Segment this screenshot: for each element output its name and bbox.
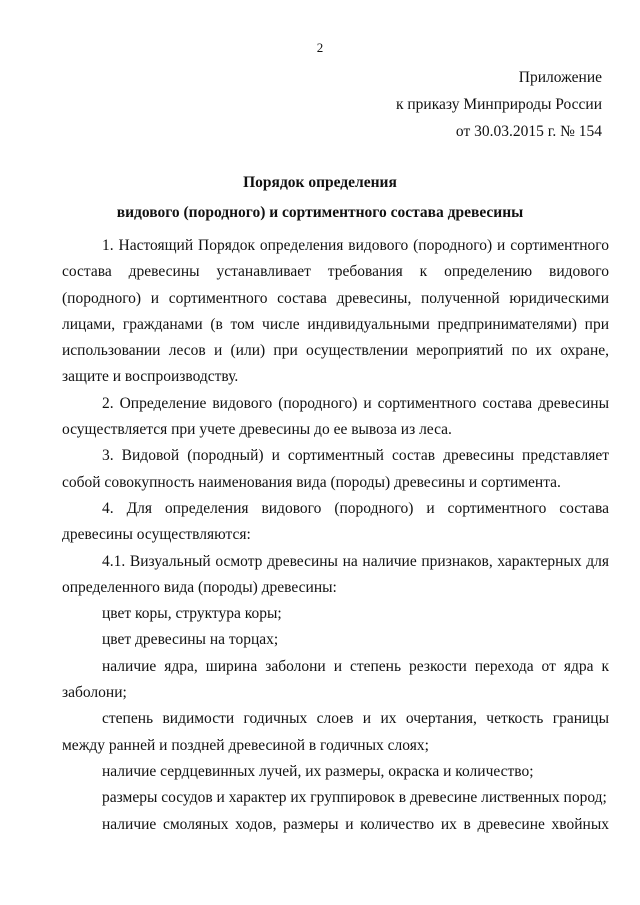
page-number: 2 [316,40,324,55]
paragraph-4-1: 4.1. Визуальный осмотр древесины на наличие признаков, характерных для определенного вида (породы) древесины: [62,552,609,596]
title-line-2: видового (породного) и сортиментного состава древесины [116,204,524,221]
document-title [0,168,640,228]
list-item: цвет коры, структура коры; [102,605,282,623]
paragraph-3: 3. Видовой (породный) и сортиментный состав древесины представляет собой совокупность наименования вида (породы) древесины и сортимента. [62,447,609,491]
document-body [62,233,609,838]
list-item: наличие сердцевинных лучей, их размеры, окраска и количество; [102,762,534,780]
list-item: наличие смоляных ходов, размеры и количество их в древесине хвойных [102,815,609,833]
paragraph-4: 4. Для определения видового (породного) и сортиментного состава древесины осуществляются: [62,499,609,544]
title-line-1: Порядок определения [243,174,397,191]
appendix-line-1: Приложение [518,69,602,86]
list-item: цвет древесины на торцах; [102,631,279,649]
appendix-header [396,64,602,145]
appendix-line-3: от 30.03.2015 г. № 154 [455,123,602,140]
list-item: размеры сосудов и характер их группировок в древесине лиственных пород; [102,789,607,807]
paragraph-1: 1. Настоящий Порядок определения видового (породного) и сортиментного состава древесины устанавливает требования к определению видового (породного) и сортиментного состава древесины, полученной юридическими лицами, гражданами (в том числе индивидуальными предпринимателями) при использовании лесов и (или) при осуществлении мероприятий по их охране, защите и воспроизводству. [62,237,609,386]
paragraph-2: 2. Определение видового (породного) и сортиментного состава древесины осуществляется при учете древесины до ее вывоза из леса. [62,394,609,439]
appendix-line-2: к приказу Минприроды России [395,96,602,113]
list-item: степень видимости годичных слоев и их очертания, четкость границы между ранней и поздней древесиной в годичных слоях; [62,710,609,754]
list-item: наличие ядра, ширина заболони и степень резкости перехода от ядра к заболони; [62,657,609,702]
